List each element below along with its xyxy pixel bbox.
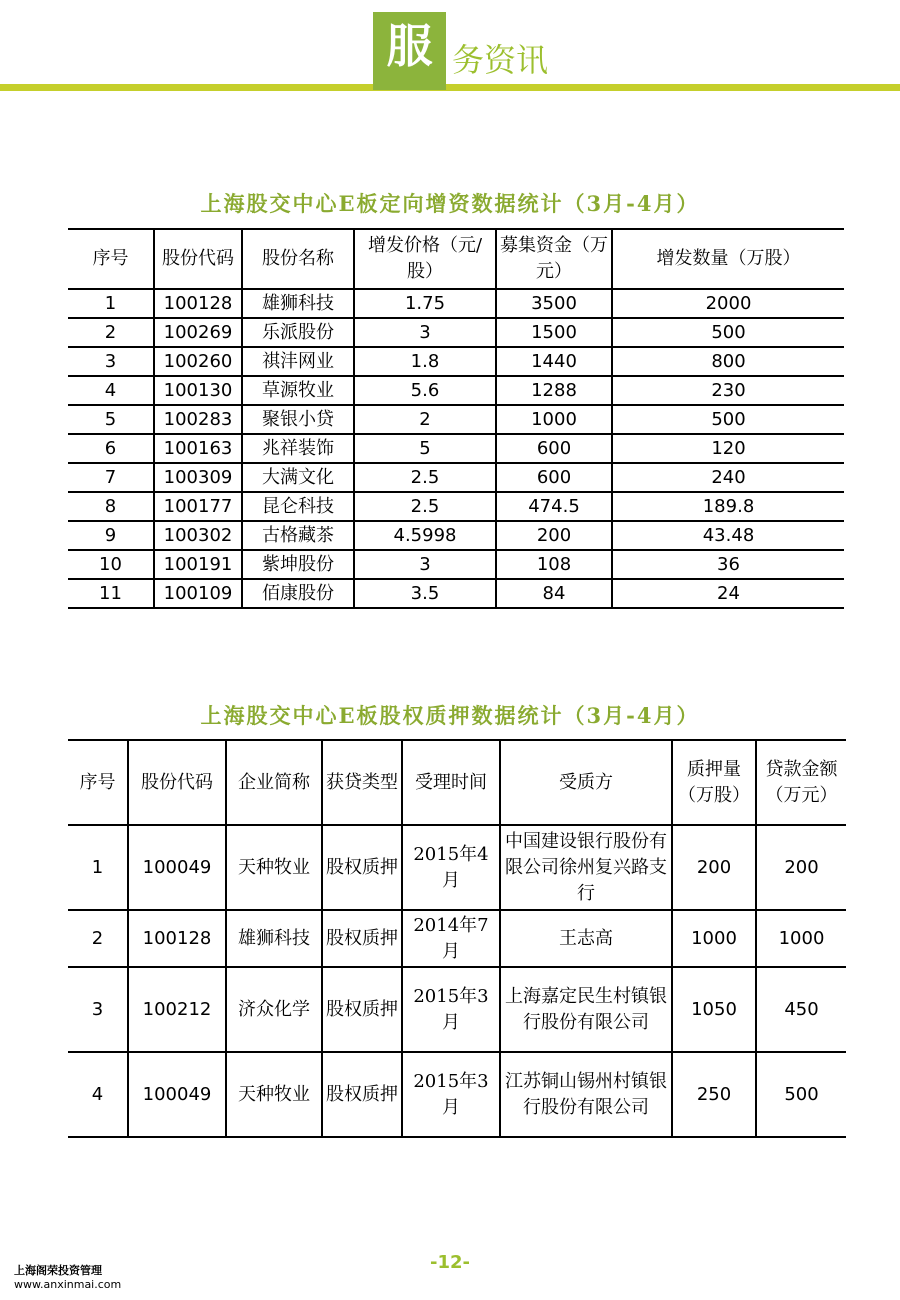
table-row — [68, 347, 844, 376]
table-cell: 股权质押 — [322, 1052, 402, 1137]
table-cell: 江苏铜山锡州村镇银行股份有限公司 — [500, 1052, 672, 1137]
table-cell: 1050 — [672, 967, 756, 1052]
table-row — [68, 289, 844, 318]
table-cell: 240 — [612, 463, 844, 492]
table-cell: 100163 — [154, 434, 242, 463]
table-cell: 100212 — [128, 967, 226, 1052]
table-cell: 100049 — [128, 825, 226, 910]
private-placement-table — [68, 228, 844, 609]
table-cell: 2 — [68, 910, 128, 967]
table-cell: 100177 — [154, 492, 242, 521]
table-cell: 600 — [496, 463, 612, 492]
table-cell: 2015年3月 — [402, 1052, 500, 1137]
table-cell: 3 — [68, 347, 154, 376]
table2-header-cell: 质押量（万股） — [672, 740, 756, 825]
table2-title: 上海股交中心E板股权质押数据统计（3月-4月） — [200, 703, 700, 728]
table1-header-cell: 股份代码 — [154, 229, 242, 289]
table-cell: 2.5 — [354, 492, 496, 521]
table-cell: 股权质押 — [322, 825, 402, 910]
table-cell: 5 — [68, 405, 154, 434]
table-row — [68, 434, 844, 463]
table-cell: 100191 — [154, 550, 242, 579]
table-cell: 2015年4月 — [402, 825, 500, 910]
table-cell: 2.5 — [354, 463, 496, 492]
table-cell: 1500 — [496, 318, 612, 347]
table-row — [68, 492, 844, 521]
table-cell: 7 — [68, 463, 154, 492]
page-header — [0, 0, 900, 100]
table-cell: 1 — [68, 825, 128, 910]
table-cell: 84 — [496, 579, 612, 608]
table1-header-cell: 增发价格（元/股） — [354, 229, 496, 289]
header-title-rest: 务资讯 — [452, 41, 549, 79]
table1-header-cell: 序号 — [68, 229, 154, 289]
table-cell: 200 — [496, 521, 612, 550]
table-cell: 5.6 — [354, 376, 496, 405]
table-cell: 1.8 — [354, 347, 496, 376]
table-cell: 500 — [612, 318, 844, 347]
table-cell: 100283 — [154, 405, 242, 434]
table-cell: 2 — [354, 405, 496, 434]
table-cell: 10 — [68, 550, 154, 579]
table-cell: 1000 — [756, 910, 846, 967]
table-cell: 天种牧业 — [226, 825, 322, 910]
table-cell: 天种牧业 — [226, 1052, 322, 1137]
table2-header-cell: 股份代码 — [128, 740, 226, 825]
table-cell: 大满文化 — [242, 463, 354, 492]
table-cell: 800 — [612, 347, 844, 376]
table-cell: 3 — [354, 318, 496, 347]
table-cell: 中国建设银行股份有限公司徐州复兴路支行 — [500, 825, 672, 910]
table-row — [68, 463, 844, 492]
table-cell: 佰康股份 — [242, 579, 354, 608]
table-cell: 1000 — [496, 405, 612, 434]
footer-company: 上海阁荣投资管理 — [14, 1264, 102, 1277]
table-cell: 100130 — [154, 376, 242, 405]
table-cell: 189.8 — [612, 492, 844, 521]
table-cell: 500 — [756, 1052, 846, 1137]
table2-header-cell: 贷款金额（万元） — [756, 740, 846, 825]
table-cell: 100309 — [154, 463, 242, 492]
table-cell: 1 — [68, 289, 154, 318]
table-cell: 3500 — [496, 289, 612, 318]
equity-pledge-table — [68, 739, 846, 1138]
table-cell: 1440 — [496, 347, 612, 376]
table-cell: 100302 — [154, 521, 242, 550]
table1-title: 上海股交中心E板定向增资数据统计（3月-4月） — [200, 191, 700, 216]
table-cell: 250 — [672, 1052, 756, 1137]
table-cell: 600 — [496, 434, 612, 463]
table-cell: 1288 — [496, 376, 612, 405]
table2-header-cell: 受质方 — [500, 740, 672, 825]
table-cell: 36 — [612, 550, 844, 579]
table-cell: 1000 — [672, 910, 756, 967]
header-title-first-char: 服 — [386, 19, 433, 73]
table-cell: 2 — [68, 318, 154, 347]
table-cell: 6 — [68, 434, 154, 463]
table-row — [68, 521, 844, 550]
table2-header-cell: 获贷类型 — [322, 740, 402, 825]
table-cell: 3.5 — [354, 579, 496, 608]
table-cell: 8 — [68, 492, 154, 521]
table-cell: 450 — [756, 967, 846, 1052]
table-cell: 120 — [612, 434, 844, 463]
table-cell: 古格藏茶 — [242, 521, 354, 550]
table-cell: 230 — [612, 376, 844, 405]
table-cell: 43.48 — [612, 521, 844, 550]
table-cell: 3 — [68, 967, 128, 1052]
table-cell: 4 — [91, 1083, 104, 1105]
table-row — [68, 1052, 846, 1137]
table-cell: 雄狮科技 — [242, 289, 354, 318]
table-cell: 100109 — [154, 579, 242, 608]
table-row — [68, 967, 846, 1052]
table-cell: 兆祥装饰 — [242, 434, 354, 463]
header-rule — [0, 84, 900, 91]
table-row — [68, 825, 846, 910]
table2-header-cell: 企业简称 — [226, 740, 322, 825]
table-cell: 500 — [612, 405, 844, 434]
table-cell: 11 — [99, 582, 122, 604]
table-cell: 祺沣网业 — [242, 347, 354, 376]
table-cell: 100269 — [154, 318, 242, 347]
table-cell: 200 — [756, 825, 846, 910]
table-cell: 草源牧业 — [242, 376, 354, 405]
table-cell: 股权质押 — [322, 910, 402, 967]
table-cell: 王志高 — [500, 910, 672, 967]
table-cell: 2014年7月 — [402, 910, 500, 967]
table-cell: 100128 — [128, 910, 226, 967]
table-row — [68, 910, 846, 967]
table-cell: 4.5998 — [354, 521, 496, 550]
table2-header-row — [68, 740, 846, 825]
table-cell: 24 — [612, 579, 844, 608]
table-row — [68, 376, 844, 405]
table2-header-cell: 序号 — [68, 740, 128, 825]
footer-url: www.anxinmai.com — [14, 1278, 122, 1291]
table-cell: 5 — [354, 434, 496, 463]
table-cell: 股权质押 — [322, 967, 402, 1052]
table-cell: 上海嘉定民生村镇银行股份有限公司 — [500, 967, 672, 1052]
table-cell: 108 — [496, 550, 612, 579]
table-row — [68, 405, 844, 434]
table2-header-cell: 受理时间 — [402, 740, 500, 825]
table-cell: 乐派股份 — [242, 318, 354, 347]
table-cell: 1.75 — [354, 289, 496, 318]
table-cell: 100128 — [154, 289, 242, 318]
table-row — [68, 318, 844, 347]
table-cell: 9 — [68, 521, 154, 550]
page-number: -12- — [430, 1252, 470, 1273]
table-row — [68, 579, 844, 608]
table1-header-cell: 股份名称 — [242, 229, 354, 289]
table-cell: 100260 — [154, 347, 242, 376]
table1-header-row — [68, 229, 844, 289]
table-cell: 100049 — [128, 1052, 226, 1137]
table1-header-cell: 增发数量（万股） — [612, 229, 844, 289]
table-cell: 2015年3月 — [402, 967, 500, 1052]
table-cell: 紫坤股份 — [242, 550, 354, 579]
table-cell: 3 — [354, 550, 496, 579]
table-cell: 200 — [672, 825, 756, 910]
table-cell: 2000 — [612, 289, 844, 318]
table-cell: 4 — [68, 376, 154, 405]
table-cell: 昆仑科技 — [242, 492, 354, 521]
table-cell: 474.5 — [496, 492, 612, 521]
table-cell: 济众化学 — [226, 967, 322, 1052]
table1-header-cell: 募集资金（万元） — [496, 229, 612, 289]
table-cell: 雄狮科技 — [226, 910, 322, 967]
table-row — [68, 550, 844, 579]
table-cell: 聚银小贷 — [242, 405, 354, 434]
